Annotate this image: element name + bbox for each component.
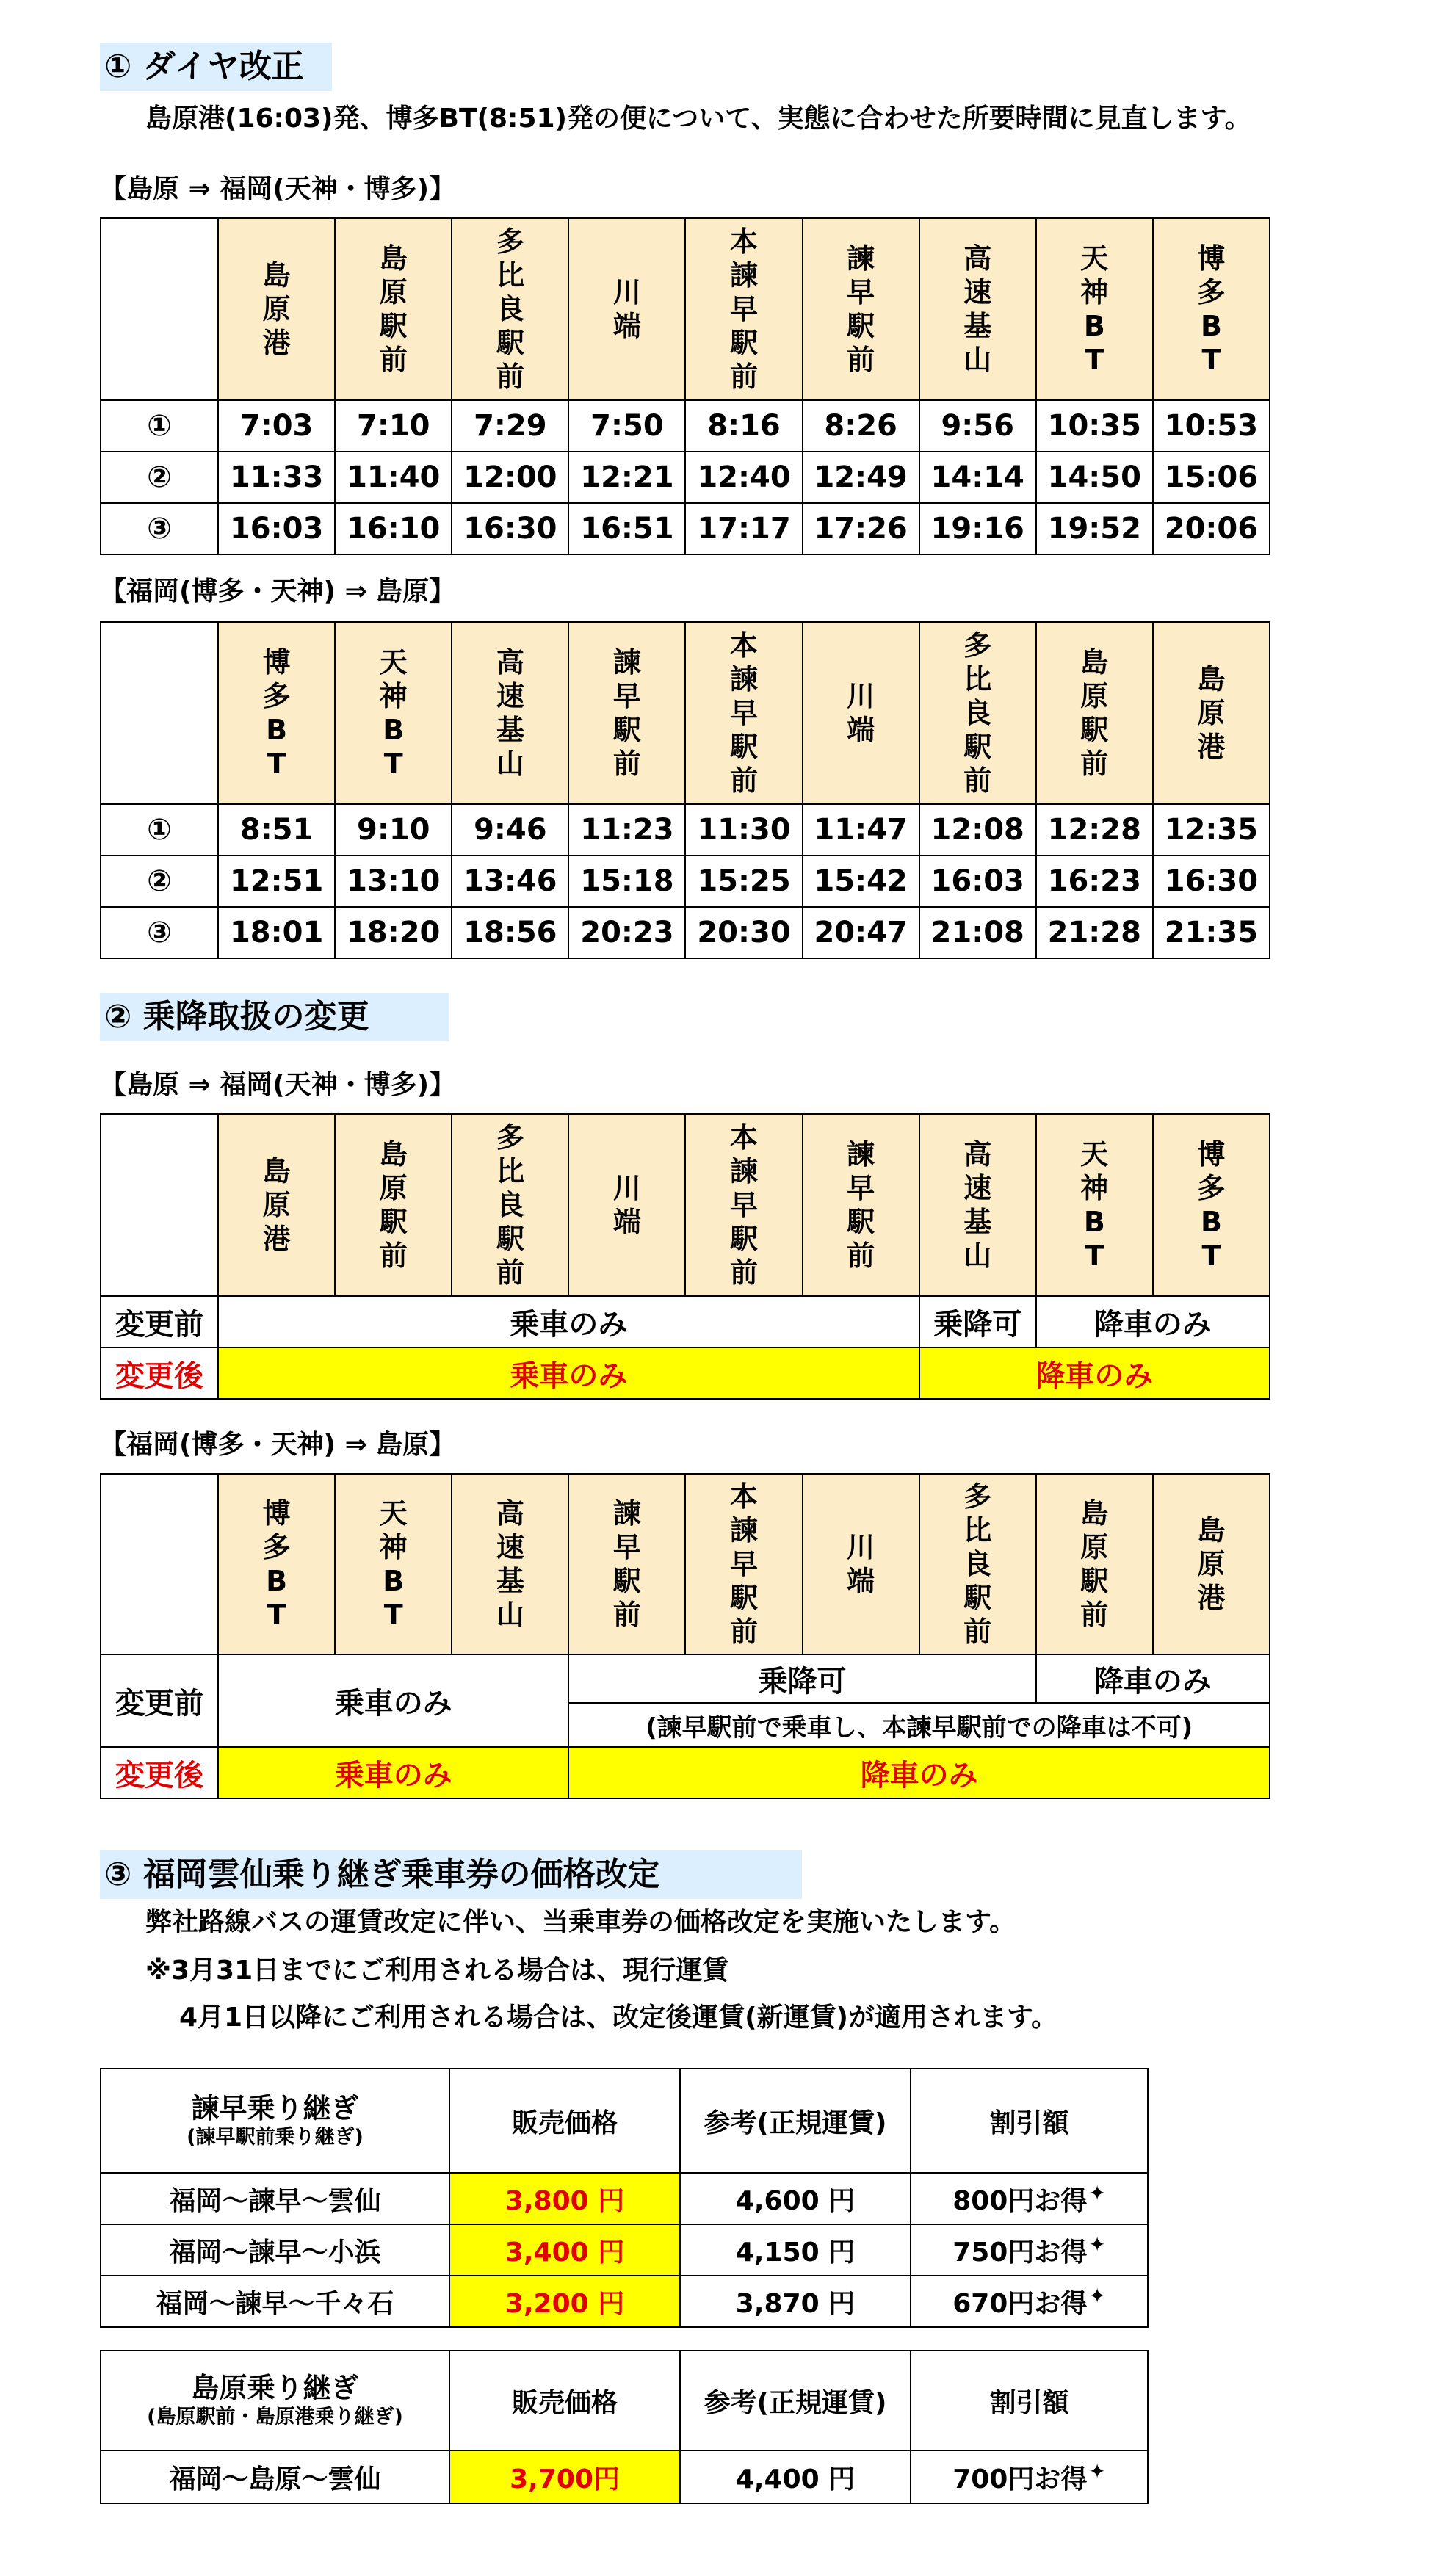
boarding-inbound-table bbox=[100, 1473, 1270, 1799]
fare-header-row bbox=[101, 2351, 1148, 2450]
table-row bbox=[101, 855, 1270, 907]
table-row bbox=[101, 503, 1270, 554]
time-cell: 12:28 bbox=[1036, 804, 1153, 855]
time-cell: 8:16 bbox=[685, 400, 802, 452]
time-cell: 7:10 bbox=[335, 400, 452, 452]
time-cell: 20:06 bbox=[1153, 503, 1270, 554]
corner-cell bbox=[101, 1474, 218, 1654]
section-heading-boarding-change: ② 乗降取扱の変更 bbox=[100, 993, 449, 1041]
table-row bbox=[101, 2173, 1148, 2224]
time-cell: 21:35 bbox=[1153, 907, 1270, 958]
reference-fare-header: 参考(正規運賃) bbox=[680, 2351, 911, 2450]
discount-cell: 670円お得✦ bbox=[911, 2276, 1148, 2327]
fare-revision-line1: 弊社路線バスの運賃改定に伴い、当乗車券の価格改定を実施いたします。 bbox=[145, 1907, 1016, 1937]
transfer-point: (諫早駅前乗り継ぎ) bbox=[187, 2126, 364, 2149]
timetable-inbound bbox=[100, 621, 1270, 959]
station-header: 博多BT bbox=[218, 622, 335, 804]
time-cell: 12:51 bbox=[218, 855, 335, 907]
station-header-row bbox=[101, 218, 1270, 400]
route-cell: 福岡～諫早～雲仙 bbox=[101, 2173, 449, 2224]
time-cell: 14:50 bbox=[1036, 452, 1153, 503]
station-header: 本諫早駅前 bbox=[685, 1114, 802, 1296]
boarding-inbound-label: 【福岡(博多・天神) ⇒ 島原】 bbox=[100, 1430, 456, 1460]
station-header: 島原港 bbox=[218, 1114, 335, 1296]
fare-revision-line3: 4月1日以降にご利用される場合は、改定後運賃(新運賃)が適用されます。 bbox=[179, 2002, 1058, 2033]
time-cell: 9:46 bbox=[452, 804, 568, 855]
table-row bbox=[101, 400, 1270, 452]
station-header: 多比良駅前 bbox=[452, 218, 568, 400]
time-cell: 14:14 bbox=[919, 452, 1036, 503]
alighting-only-cell: 降車のみ bbox=[1036, 1296, 1270, 1347]
transfer-name-cell bbox=[101, 2069, 449, 2173]
station-header: 高速基山 bbox=[919, 218, 1036, 400]
time-cell: 13:10 bbox=[335, 855, 452, 907]
alighting-only-cell: 降車のみ bbox=[568, 1747, 1270, 1798]
station-header: 川端 bbox=[803, 622, 919, 804]
time-cell: 12:35 bbox=[1153, 804, 1270, 855]
table-row bbox=[101, 2224, 1148, 2276]
discount-header: 割引額 bbox=[911, 2069, 1148, 2173]
station-header: 天神BT bbox=[335, 1474, 452, 1654]
after-change-label: 変更後 bbox=[101, 1747, 218, 1798]
fare-header-row bbox=[101, 2069, 1148, 2173]
station-header: 多比良駅前 bbox=[919, 622, 1036, 804]
time-cell: 16:03 bbox=[218, 503, 335, 554]
alighting-only-cell: 降車のみ bbox=[1036, 1654, 1270, 1703]
price-header: 販売価格 bbox=[449, 2351, 680, 2450]
station-header: 博多BT bbox=[1153, 1114, 1270, 1296]
timetable-outbound bbox=[100, 217, 1270, 555]
table-row bbox=[101, 452, 1270, 503]
before-change-label: 変更前 bbox=[101, 1654, 218, 1747]
station-header: 本諫早駅前 bbox=[685, 622, 802, 804]
reference-fare-cell: 4,150 円 bbox=[680, 2224, 911, 2276]
after-change-row bbox=[101, 1347, 1270, 1399]
station-header-row bbox=[101, 1114, 1270, 1296]
transfer-name: 島原乗り継ぎ bbox=[191, 2372, 359, 2404]
timetable-inbound-label: 【福岡(博多・天神) ⇒ 島原】 bbox=[100, 576, 456, 607]
transfer-point: (島原駅前・島原港乗り継ぎ) bbox=[147, 2406, 403, 2428]
trip-number: ① bbox=[101, 400, 218, 452]
boarding-only-cell: 乗車のみ bbox=[218, 1654, 568, 1747]
time-cell: 15:06 bbox=[1153, 452, 1270, 503]
time-cell: 8:26 bbox=[803, 400, 919, 452]
route-cell: 福岡～諫早～千々石 bbox=[101, 2276, 449, 2327]
after-change-row bbox=[101, 1747, 1270, 1798]
time-cell: 15:25 bbox=[685, 855, 802, 907]
reference-fare-cell: 3,870 円 bbox=[680, 2276, 911, 2327]
time-cell: 16:30 bbox=[452, 503, 568, 554]
discount-header: 割引額 bbox=[911, 2351, 1148, 2450]
station-header: 島原港 bbox=[218, 218, 335, 400]
station-header: 高速基山 bbox=[452, 622, 568, 804]
time-cell: 10:35 bbox=[1036, 400, 1153, 452]
discount-cell: 800円お得✦ bbox=[911, 2173, 1148, 2224]
time-cell: 7:29 bbox=[452, 400, 568, 452]
time-cell: 16:03 bbox=[919, 855, 1036, 907]
station-header: 諫早駅前 bbox=[803, 218, 919, 400]
time-cell: 19:16 bbox=[919, 503, 1036, 554]
section-heading-timetable: ① ダイヤ改正 bbox=[100, 43, 332, 91]
station-header: 本諫早駅前 bbox=[685, 218, 802, 400]
station-header: 諫早駅前 bbox=[568, 622, 685, 804]
table-row bbox=[101, 2276, 1148, 2327]
fare-table-shimabara bbox=[100, 2350, 1149, 2504]
sparkle-icon: ✦ bbox=[1088, 2180, 1106, 2205]
route-cell: 福岡～島原～雲仙 bbox=[101, 2450, 449, 2503]
before-change-row bbox=[101, 1296, 1270, 1347]
time-cell: 12:00 bbox=[452, 452, 568, 503]
transfer-name-cell bbox=[101, 2351, 449, 2450]
station-header-row bbox=[101, 622, 1270, 804]
station-header: 博多BT bbox=[218, 1474, 335, 1654]
station-header: 天神BT bbox=[1036, 1114, 1153, 1296]
time-cell: 10:53 bbox=[1153, 400, 1270, 452]
time-cell: 7:50 bbox=[568, 400, 685, 452]
trip-number: ③ bbox=[101, 503, 218, 554]
boarding-only-cell: 乗車のみ bbox=[218, 1747, 568, 1798]
time-cell: 20:30 bbox=[685, 907, 802, 958]
boarding-outbound-table bbox=[100, 1113, 1270, 1400]
timetable-description: 島原港(16:03)発、博多BT(8:51)発の便について、実態に合わせた所要時間に見直します。 bbox=[145, 104, 1251, 134]
station-header: 多比良駅前 bbox=[919, 1474, 1036, 1654]
route-cell: 福岡～諫早～小浜 bbox=[101, 2224, 449, 2276]
station-header: 高速基山 bbox=[919, 1114, 1036, 1296]
trip-number: ① bbox=[101, 804, 218, 855]
alighting-only-cell: 降車のみ bbox=[919, 1347, 1270, 1399]
time-cell: 12:21 bbox=[568, 452, 685, 503]
station-header: 島原駅前 bbox=[335, 1114, 452, 1296]
station-header: 博多BT bbox=[1153, 218, 1270, 400]
time-cell: 13:46 bbox=[452, 855, 568, 907]
time-cell: 18:20 bbox=[335, 907, 452, 958]
time-cell: 11:33 bbox=[218, 452, 335, 503]
before-change-label: 変更前 bbox=[101, 1296, 218, 1347]
time-cell: 16:10 bbox=[335, 503, 452, 554]
reference-fare-cell: 4,600 円 bbox=[680, 2173, 911, 2224]
sparkle-icon: ✦ bbox=[1088, 2232, 1106, 2257]
time-cell: 8:51 bbox=[218, 804, 335, 855]
price-cell: 3,700円 bbox=[449, 2450, 680, 2503]
time-cell: 16:23 bbox=[1036, 855, 1153, 907]
reference-fare-header: 参考(正規運賃) bbox=[680, 2069, 911, 2173]
time-cell: 11:40 bbox=[335, 452, 452, 503]
trip-number: ② bbox=[101, 452, 218, 503]
corner-cell bbox=[101, 1114, 218, 1296]
station-header: 島原駅前 bbox=[335, 218, 452, 400]
station-header: 高速基山 bbox=[452, 1474, 568, 1654]
station-header: 川端 bbox=[568, 218, 685, 400]
before-change-row bbox=[101, 1654, 1270, 1703]
time-cell: 12:49 bbox=[803, 452, 919, 503]
time-cell: 17:26 bbox=[803, 503, 919, 554]
fare-revision-line2: ※3月31日までにご利用される場合は、現行運賃 bbox=[145, 1955, 729, 1986]
time-cell: 21:08 bbox=[919, 907, 1036, 958]
price-cell: 3,200 円 bbox=[449, 2276, 680, 2327]
station-header: 天神BT bbox=[335, 622, 452, 804]
time-cell: 11:30 bbox=[685, 804, 802, 855]
time-cell: 12:40 bbox=[685, 452, 802, 503]
discount-cell: 700円お得✦ bbox=[911, 2450, 1148, 2503]
time-cell: 15:18 bbox=[568, 855, 685, 907]
trip-number: ③ bbox=[101, 907, 218, 958]
time-cell: 9:56 bbox=[919, 400, 1036, 452]
time-cell: 11:23 bbox=[568, 804, 685, 855]
table-row bbox=[101, 2450, 1148, 2503]
trip-number: ② bbox=[101, 855, 218, 907]
before-change-note: (諫早駅前で乗車し、本諫早駅前での降車は不可) bbox=[568, 1703, 1270, 1747]
time-cell: 20:47 bbox=[803, 907, 919, 958]
boarding-only-cell: 乗車のみ bbox=[218, 1296, 919, 1347]
sparkle-icon: ✦ bbox=[1088, 2459, 1106, 2483]
time-cell: 16:30 bbox=[1153, 855, 1270, 907]
station-header: 川端 bbox=[803, 1474, 919, 1654]
time-cell: 11:47 bbox=[803, 804, 919, 855]
corner-cell bbox=[101, 218, 218, 400]
time-cell: 15:42 bbox=[803, 855, 919, 907]
station-header: 島原港 bbox=[1153, 622, 1270, 804]
time-cell: 21:28 bbox=[1036, 907, 1153, 958]
time-cell: 12:08 bbox=[919, 804, 1036, 855]
table-row bbox=[101, 907, 1270, 958]
boarding-only-cell: 乗車のみ bbox=[218, 1347, 919, 1399]
station-header: 多比良駅前 bbox=[452, 1114, 568, 1296]
station-header: 天神BT bbox=[1036, 218, 1153, 400]
transfer-name: 諫早乗り継ぎ bbox=[191, 2092, 359, 2124]
price-cell: 3,800 円 bbox=[449, 2173, 680, 2224]
time-cell: 17:17 bbox=[685, 503, 802, 554]
boarding-outbound-label: 【島原 ⇒ 福岡(天神・博多)】 bbox=[100, 1070, 456, 1100]
station-header: 島原駅前 bbox=[1036, 622, 1153, 804]
station-header-row bbox=[101, 1474, 1270, 1654]
discount-cell: 750円お得✦ bbox=[911, 2224, 1148, 2276]
station-header: 本諫早駅前 bbox=[685, 1474, 802, 1654]
time-cell: 16:51 bbox=[568, 503, 685, 554]
price-cell: 3,400 円 bbox=[449, 2224, 680, 2276]
fare-table-isahaya bbox=[100, 2068, 1149, 2328]
price-header: 販売価格 bbox=[449, 2069, 680, 2173]
time-cell: 18:01 bbox=[218, 907, 335, 958]
time-cell: 19:52 bbox=[1036, 503, 1153, 554]
sparkle-icon: ✦ bbox=[1088, 2283, 1106, 2308]
time-cell: 9:10 bbox=[335, 804, 452, 855]
section-heading-fare-revision: ③ 福岡雲仙乗り継ぎ乗車券の価格改定 bbox=[100, 1850, 802, 1899]
station-header: 諫早駅前 bbox=[803, 1114, 919, 1296]
board-alight-cell: 乗降可 bbox=[919, 1296, 1036, 1347]
timetable-outbound-label: 【島原 ⇒ 福岡(天神・博多)】 bbox=[100, 174, 456, 204]
time-cell: 20:23 bbox=[568, 907, 685, 958]
station-header: 島原港 bbox=[1153, 1474, 1270, 1654]
station-header: 島原駅前 bbox=[1036, 1474, 1153, 1654]
after-change-label: 変更後 bbox=[101, 1347, 218, 1399]
board-alight-cell: 乗降可 bbox=[568, 1654, 1035, 1703]
station-header: 諫早駅前 bbox=[568, 1474, 685, 1654]
station-header: 川端 bbox=[568, 1114, 685, 1296]
time-cell: 7:03 bbox=[218, 400, 335, 452]
table-row bbox=[101, 804, 1270, 855]
reference-fare-cell: 4,400 円 bbox=[680, 2450, 911, 2503]
time-cell: 18:56 bbox=[452, 907, 568, 958]
corner-cell bbox=[101, 622, 218, 804]
